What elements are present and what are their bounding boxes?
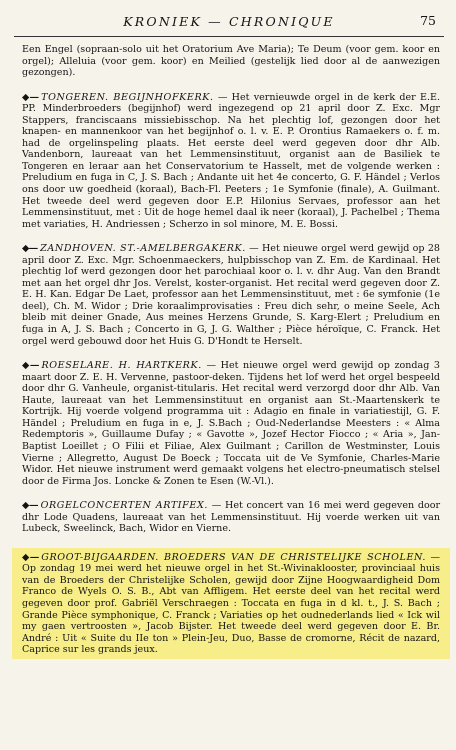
section-body: — Het nieuwe orgel werd gewijd op 28 april door Z. Exc. Mgr. Schoenmaeckers, hulpbisschop van Z. Em. de Kardinaal. Het plechtig lof werd gezongen door het parochiaal koor o. l. v. dhr Aug. Van den Brandt met aan het orgel dhr Jos. Verelst, koster-organist. Het recital werd gegeven door Z. E. H. Kan. Edgar De Laet, professor aan het Lemmensinstituut, met : 6e symfonie (1e deel), Ch. M. Widor ; Drie koraalimprovisaties : Freu dich sehr, o meine Seele, Ach bleib mit deiner Gnade, Aus meines Herzens Grunde, S. Karg-Elert ; Preludium en fuga in A, J. S. Bach ; Concerto in G, J. G. Walther ; Pièce héroïque, C. Franck. Het orgel werd gebouwd door het Huis G. D'Hondt te Herselt. (22, 243, 440, 347)
section-heading: ROESELARE. H. HARTKERK. (41, 360, 202, 372)
ornament-dash-icon: ◆— (22, 243, 38, 255)
section-tongeren (22, 92, 440, 231)
section-artifex (22, 500, 440, 535)
page-content (22, 44, 440, 659)
ornament-dash-icon: ◆— (22, 500, 38, 512)
ornament-dash-icon: ◆— (22, 360, 39, 372)
section-heading: TONGEREN. BEGIJNHOFKERK. (41, 91, 214, 103)
section-heading: GROOT-BIJGAARDEN. BROEDERS VAN DE CHRISTELIJKE SCHOLEN. (41, 551, 426, 563)
section-body: — Op zondag 19 mei werd het nieuwe orgel in het St.-Wivinaklooster, provinciaal huis van de Broeders der Christelijke Scholen, gewijd door Zijne Hoogwaardigheid Dom Franco de Wyels O. S. B., Abt van Affligem. Het eerste deel van het recital werd gegeven door prof. Gabriël Verschraegen : Toccata en fuga in d kl. t., J. S. Bach ; Grande Pièce symphonique, C. Franck ; Variaties op het oudnederlands lied « Ick wil my gaen vertroosten », Jacob Bijster. Het tweede deel werd gegeven door E. Br. André : Uit « Suite du IIe ton » Plein-Jeu, Duo, Basse de cromorne, Récit de nazard, Caprice sur les grands jeux. (22, 551, 440, 656)
ornament-dash-icon: ◆— (22, 91, 39, 103)
page-header (14, 10, 444, 40)
section-zandhoven (22, 243, 440, 347)
section-heading: ZANDHOVEN. ST.-AMELBERGAKERK. (40, 243, 246, 255)
header-rule (14, 36, 444, 37)
section-body: — Het nieuwe orgel werd gewijd op zondag 3 maart door Z. E. H. Vervenne, pastoor-deken. Tijdens het lof werd het orgel bespeeld door dhr G. Vanheule, organist-titularis. Het recital werd verzorgd door dhr Alb. Van Haute, laureaat van het Lemmensinstituut en organist aan St.-Maartenskerk te Kortrijk. Hij voerde volgend programma uit : Adagio en finale in variatiestijl, G. F. Händel ; Preludium en fuga in e, J. S.Bach ; Oud-Nederlandse Meesters : « Alma Redemptoris », Guillaume Dufay ; « Gavotte », Jozef Hector Fiocco ; « Aria », Jan-Baptist Loeillet ; O Filii et Filiae, Alex Guilmant ; Carillon de Westminster, Louis Vierne ; Allegretto, August De Boeck ; Toccata uit de Ve Symfonie, Charles-Marie Widor. Het nieuwe instrument werd gemaakt volgens het electro-pneumatisch stelsel door de Firma Jos. Loncke & Zonen te Esen (W.-Vl.). (22, 360, 440, 487)
ornament-dash-icon: ◆— (22, 551, 39, 563)
section-groot-bijgaarden (12, 548, 450, 659)
section-body: — Het vernieuwde orgel in de kerk der E.E. PP. Minderbroeders (begijnhof) werd ingezegend op 21 april door Z. Exc. Mgr Stappers, franciscaans missiebisschop. Na het plechtig lof, gezongen door het knapen- en mannenkoor van het begijnhof o. l. v. E. P. Orontius Ramaekers o. f. m. had de orgelinspeling plaats. Het eerste deel werd gegeven door dhr Alb. Vandenborn, laureaat van het Lemmensinstituut, organist aan de Basiliek te Tongeren en leraar aan het Conservatorium te Hasselt, met de volgende werken : Preludium en fuga in C, J. S. Bach ; Andante uit het 4e concerto, G. F. Händel ; Verlos ons door uw goedheid (koraal), Bach-Fl. Peeters ; 1e Symfonie (finale), A. Guilmant. Het tweede deel werd gegeven door E.P. Hilonius Servaes, professor aan het Lemmensinstituut, met : Uit de hoge hemel daal ik neer (koraal), J. Pachelbel ; Thema met variaties, H. Andriessen ; Scherzo in sol minore, M. E. Bossi. (22, 91, 440, 230)
page-number: 75 (420, 13, 436, 28)
section-heading: ORGELCONCERTEN ARTIFEX. (40, 500, 208, 512)
intro-paragraph: Een Engel (sopraan-solo uit het Oratorium Ave Maria); Te Deum (voor gem. koor en orgel); Alleluia (voor gem. koor) en Meilied (gestelijk lied door al de aanwezigen gezongen). (22, 44, 440, 79)
section-body: — Het concert van 16 mei werd gegeven door dhr Lode Quadens, laureaat van het Lemmensinstituut. Hij voerde werken uit van Lubeck, Sweelinck, Bach, Widor en Vierne. (22, 500, 441, 535)
running-title: KRONIEK — CHRONIQUE (123, 14, 335, 29)
section-roeselare (22, 360, 440, 487)
